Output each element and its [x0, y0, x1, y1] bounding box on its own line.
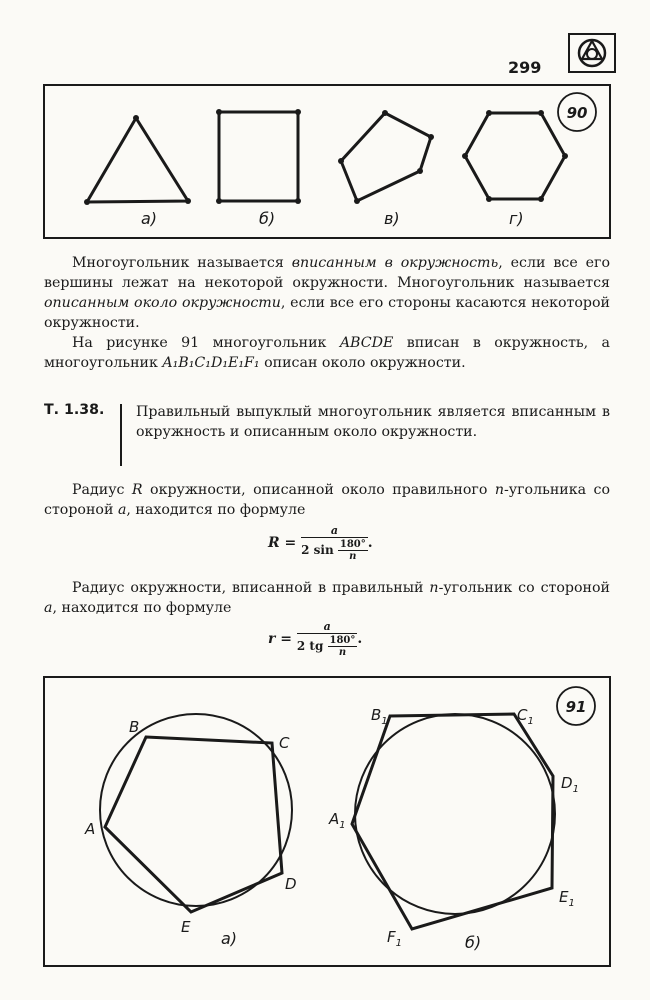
paragraph-inradius: Радиус окружности, вписанной в правильный n-угольник со стороной a, находится по формуле [44, 580, 610, 616]
paragraph-definitions: Многоугольник называется вписанным в окружность, если все его вершины лежат на некоторой окружности. Многоугольник называется описанным около окружности, если все его стороны касаются некоторой окружности. На рисунке 91 многоугольник ABCDE вписан в окружность, а многоугольник A₁B₁C₁D₁E₁F₁ описан около окружности. [44, 255, 611, 371]
point-F1: $F_1$ [387, 928, 403, 949]
square-shape [216, 109, 301, 204]
formula-circumradius: R = a 2 sin $\frac{180^\circ}{n}$ . [268, 524, 373, 562]
circumscribed-hexagon [352, 714, 555, 929]
figure-90-number: 90 [566, 104, 588, 122]
figure-90-label-c: в) [384, 209, 400, 228]
point-D1: $D_1$ [561, 774, 579, 795]
point-B: B [129, 718, 140, 736]
hexagon-shape [462, 110, 568, 202]
theorem-1-38 [44, 402, 610, 462]
theorem-text: Правильный выпуклый многоугольник является вписанным в окружность и описанным около окружности. [136, 404, 610, 440]
point-E: E [181, 918, 191, 936]
point-D: D [285, 875, 297, 893]
figure-90-label-a: а) [141, 209, 158, 228]
figure-90-label-d: г) [509, 209, 524, 228]
paragraph-circumradius: Радиус R окружности, описанной около правильного n-угольника со стороной a, находится по формуле [44, 482, 610, 518]
point-E1: $E_1$ [559, 888, 575, 909]
inscribed-pentagon [100, 714, 292, 912]
point-A: A [85, 820, 96, 838]
point-C1: $C_1$ [517, 706, 534, 727]
figure-91-number: 91 [565, 698, 587, 716]
figure-90-label-b: б) [259, 209, 276, 228]
figure-90 [43, 84, 611, 240]
page-number: 299 [508, 58, 542, 77]
theorem-label: Т. 1.38. [44, 402, 105, 418]
figure-91-label-a: а) [221, 929, 238, 948]
pentagon-shape [338, 110, 434, 204]
theorem-bar [120, 404, 122, 466]
formula-inradius: r = a 2 tg $\frac{180^\circ}{n}$ . [268, 620, 363, 658]
point-A1: $A_1$ [329, 810, 346, 831]
figure-91 [43, 676, 611, 968]
triangle-shape [84, 115, 191, 205]
point-B1: $B_1$ [371, 706, 388, 727]
figure-91-label-b: б) [465, 933, 482, 952]
point-C: C [279, 734, 290, 752]
circle-inscribed-triangle-icon [568, 33, 616, 73]
